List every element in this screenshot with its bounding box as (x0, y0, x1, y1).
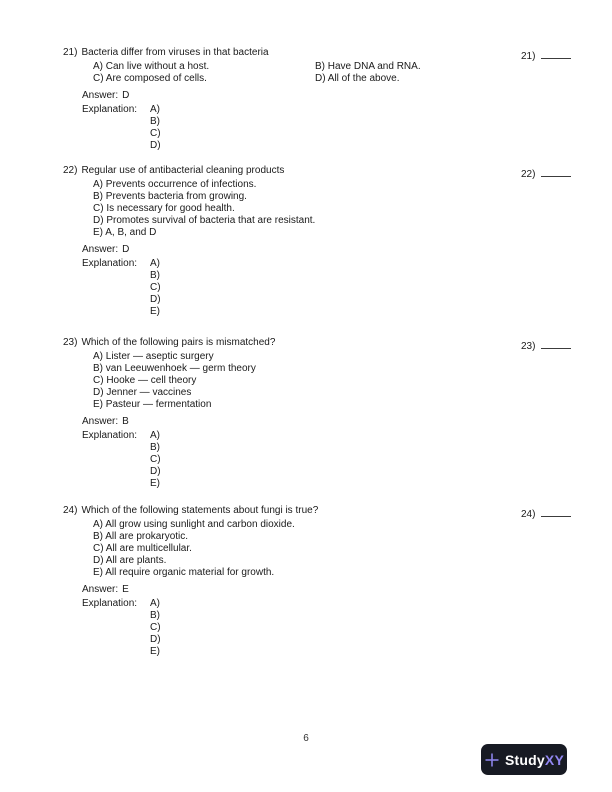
question-23-options (93, 351, 500, 411)
explanation-label: Explanation: (82, 258, 138, 269)
explanation-letter: A) (150, 104, 160, 115)
brand-name-accent: XY (544, 751, 564, 768)
question-22-right-number: 22) (521, 169, 536, 180)
question-22 (0, 165, 500, 318)
option-24-b: B) All are prokaryotic. (93, 531, 189, 542)
option-24-e: E) All require organic material for growth. (93, 567, 275, 578)
question-22-text: Regular use of antibacterial cleaning products (81, 165, 285, 176)
answer-label: Answer: (82, 416, 119, 427)
explanation-letter: D) (150, 466, 161, 477)
question-23-answer: B (122, 416, 129, 427)
plus-icon (484, 752, 500, 768)
explanation-letter: D) (150, 140, 161, 151)
question-23-text: Which of the following pairs is mismatched? (81, 337, 276, 348)
question-21-text: Bacteria differ from viruses in that bacteria (81, 47, 269, 58)
option-23-c: C) Hooke — cell theory (93, 375, 197, 386)
question-23-explanation-letters (150, 430, 161, 490)
option-22-d: D) Promotes survival of bacteria that are resistant. (93, 215, 316, 226)
question-22-answer-row (82, 244, 500, 256)
explanation-letter: B) (150, 610, 160, 621)
option-21-c: C) Are composed of cells. (93, 73, 207, 84)
explanation-label: Explanation: (82, 598, 138, 609)
question-23-answer-row (82, 416, 500, 428)
explanation-letter: E) (150, 478, 160, 489)
option-22-b: B) Prevents bacteria from growing. (93, 191, 247, 202)
question-24 (0, 505, 500, 658)
option-21-d: D) All of the above. (315, 73, 400, 84)
question-22-answer-blank-area (521, 165, 571, 181)
question-23-right-number: 23) (521, 341, 536, 352)
question-23-answer-blank-area (521, 337, 571, 353)
page-number: 6 (303, 733, 309, 744)
question-21-explanation-row (82, 104, 500, 152)
question-22-options (93, 179, 500, 239)
question-24-options (93, 519, 500, 579)
question-21-explanation-letters (150, 104, 161, 152)
question-22-explanation-row (82, 258, 500, 318)
explanation-letter: E) (150, 306, 160, 317)
question-22-number: 22) (63, 165, 78, 176)
explanation-letter: D) (150, 634, 161, 645)
question-22-explanation-letters (150, 258, 161, 318)
option-22-e: E) A, B, and D (93, 227, 157, 238)
brand-name (505, 751, 564, 768)
question-21-answer-row (82, 90, 500, 102)
option-22-a: A) Prevents occurrence of infections. (93, 179, 257, 190)
question-21 (0, 47, 500, 152)
question-23-number: 23) (63, 337, 78, 348)
explanation-letter: C) (150, 454, 161, 465)
question-21-options (93, 61, 500, 85)
explanation-letter: A) (150, 430, 160, 441)
explanation-letter: A) (150, 258, 160, 269)
question-24-answer-row (82, 584, 500, 596)
question-21-answer-blank-area (521, 47, 571, 63)
question-21-right-number: 21) (521, 51, 536, 62)
question-21-number: 21) (63, 47, 78, 58)
explanation-letter: B) (150, 270, 160, 281)
option-24-c: C) All are multicellular. (93, 543, 192, 554)
explanation-letter: B) (150, 442, 160, 453)
question-24-explanation-letters (150, 598, 161, 658)
question-21-answer: D (122, 90, 130, 101)
studyxy-logo-badge (481, 744, 567, 775)
explanation-letter: C) (150, 622, 161, 633)
option-24-a: A) All grow using sunlight and carbon dioxide. (93, 519, 295, 530)
option-21-b: B) Have DNA and RNA. (315, 61, 421, 72)
explanation-label: Explanation: (82, 104, 138, 115)
explanation-letter: C) (150, 128, 161, 139)
answer-label: Answer: (82, 584, 119, 595)
question-24-answer: E (122, 584, 129, 595)
question-24-right-number: 24) (521, 509, 536, 520)
question-24-header (63, 505, 500, 517)
option-23-b: B) van Leeuwenhoek — germ theory (93, 363, 256, 374)
question-23-header (63, 337, 500, 349)
question-23-explanation-row (82, 430, 500, 490)
question-23-answer-blank (541, 337, 571, 349)
question-24-text: Which of the following statements about fungi is true? (81, 505, 319, 516)
option-23-a: A) Lister — aseptic surgery (93, 351, 214, 362)
question-22-answer: D (122, 244, 130, 255)
question-21-answer-blank (541, 47, 571, 59)
question-24-answer-blank (541, 505, 571, 517)
option-22-c: C) Is necessary for good health. (93, 203, 235, 214)
answer-label: Answer: (82, 90, 119, 101)
explanation-letter: E) (150, 646, 160, 657)
option-21-a: A) Can live without a host. (93, 61, 210, 72)
explanation-label: Explanation: (82, 430, 138, 441)
explanation-letter: C) (150, 282, 161, 293)
option-23-e: E) Pasteur — fermentation (93, 399, 212, 410)
question-22-answer-blank (541, 165, 571, 177)
question-21-header (63, 47, 500, 59)
explanation-letter: B) (150, 116, 160, 127)
question-22-header (63, 165, 500, 177)
option-24-d: D) All are plants. (93, 555, 167, 566)
brand-name-primary: Study (505, 751, 545, 768)
explanation-letter: A) (150, 598, 160, 609)
option-23-d: D) Jenner — vaccines (93, 387, 192, 398)
question-24-number: 24) (63, 505, 78, 516)
answer-label: Answer: (82, 244, 119, 255)
question-23 (0, 337, 500, 490)
question-24-answer-blank-area (521, 505, 571, 521)
question-24-explanation-row (82, 598, 500, 658)
explanation-letter: D) (150, 294, 161, 305)
